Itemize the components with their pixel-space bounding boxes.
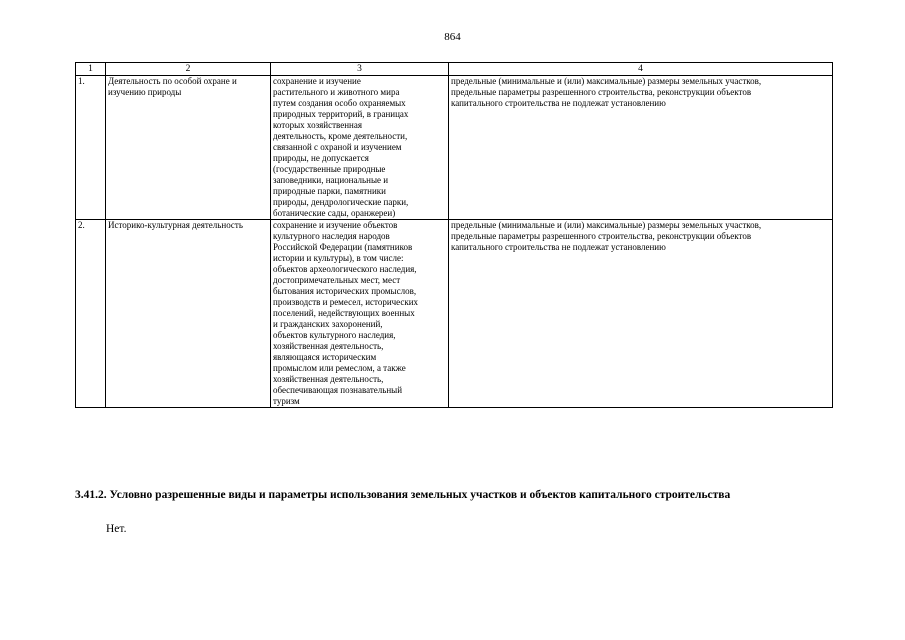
table-header-row	[76, 63, 833, 76]
column-header-2: 2	[106, 63, 271, 76]
table-row	[76, 220, 833, 408]
column-header-1: 1	[76, 63, 106, 76]
use-type-name	[106, 76, 271, 220]
use-type-parameters	[449, 76, 833, 220]
use-type-name-text: Деятельность по особой охране и изучению природы	[108, 76, 237, 97]
regulations-table	[75, 62, 833, 408]
section-heading: 3.41.2. Условно разрешенные виды и параметры использования земельных участков и объектов капитального строительства	[75, 489, 731, 501]
table-row	[76, 76, 833, 220]
use-type-description-text: сохранение и изучение растительного и животного мира путем создания особо охраняемых природных территорий, в границах которых хозяйственная деятельность, кроме деятельности, связанной с охраной и изучением природы, не допускается (государственные природные заповедники, национальные и природные парки, памятники природы, дендрологические парки, ботанические сады, оранжереи)	[273, 76, 409, 218]
use-type-parameters	[449, 220, 833, 408]
section-body: Нет.	[106, 523, 127, 535]
use-type-parameters-text: предельные (минимальные и (или) максимальные) размеры земельных участков, предельные параметры разрешенного строительства, реконструкции объектов капитального строительства не подлежат установлению	[451, 220, 762, 252]
page-number: 864	[444, 31, 461, 43]
use-type-parameters-text: предельные (минимальные и (или) максимальные) размеры земельных участков, предельные параметры разрешенного строительства, реконструкции объектов капитального строительства не подлежат установлению	[451, 76, 762, 108]
row-number-text: 2.	[78, 220, 85, 230]
column-header-4: 4	[449, 63, 833, 76]
column-header-3: 3	[271, 63, 449, 76]
use-type-description	[271, 76, 449, 220]
row-number	[76, 76, 106, 220]
row-number	[76, 220, 106, 408]
use-type-name	[106, 220, 271, 408]
row-number-text: 1.	[78, 76, 85, 86]
use-type-description	[271, 220, 449, 408]
use-type-name-text: Историко-культурная деятельность	[108, 220, 243, 230]
use-type-description-text: сохранение и изучение объектов культурного наследия народов Российской Федерации (памятников истории и культуры), в том числе: объектов археологического наследия, достопримечательных мест, мест бытования исторических промыслов, производств и ремесел, исторических поселений, недействующих военных и гражданских захоронений, объектов культурного наследия, хозяйственная деятельность, являющаяся историческим промыслом или ремеслом, а также хозяйственная деятельность, обеспечивающая познавательный туризм	[273, 220, 419, 406]
